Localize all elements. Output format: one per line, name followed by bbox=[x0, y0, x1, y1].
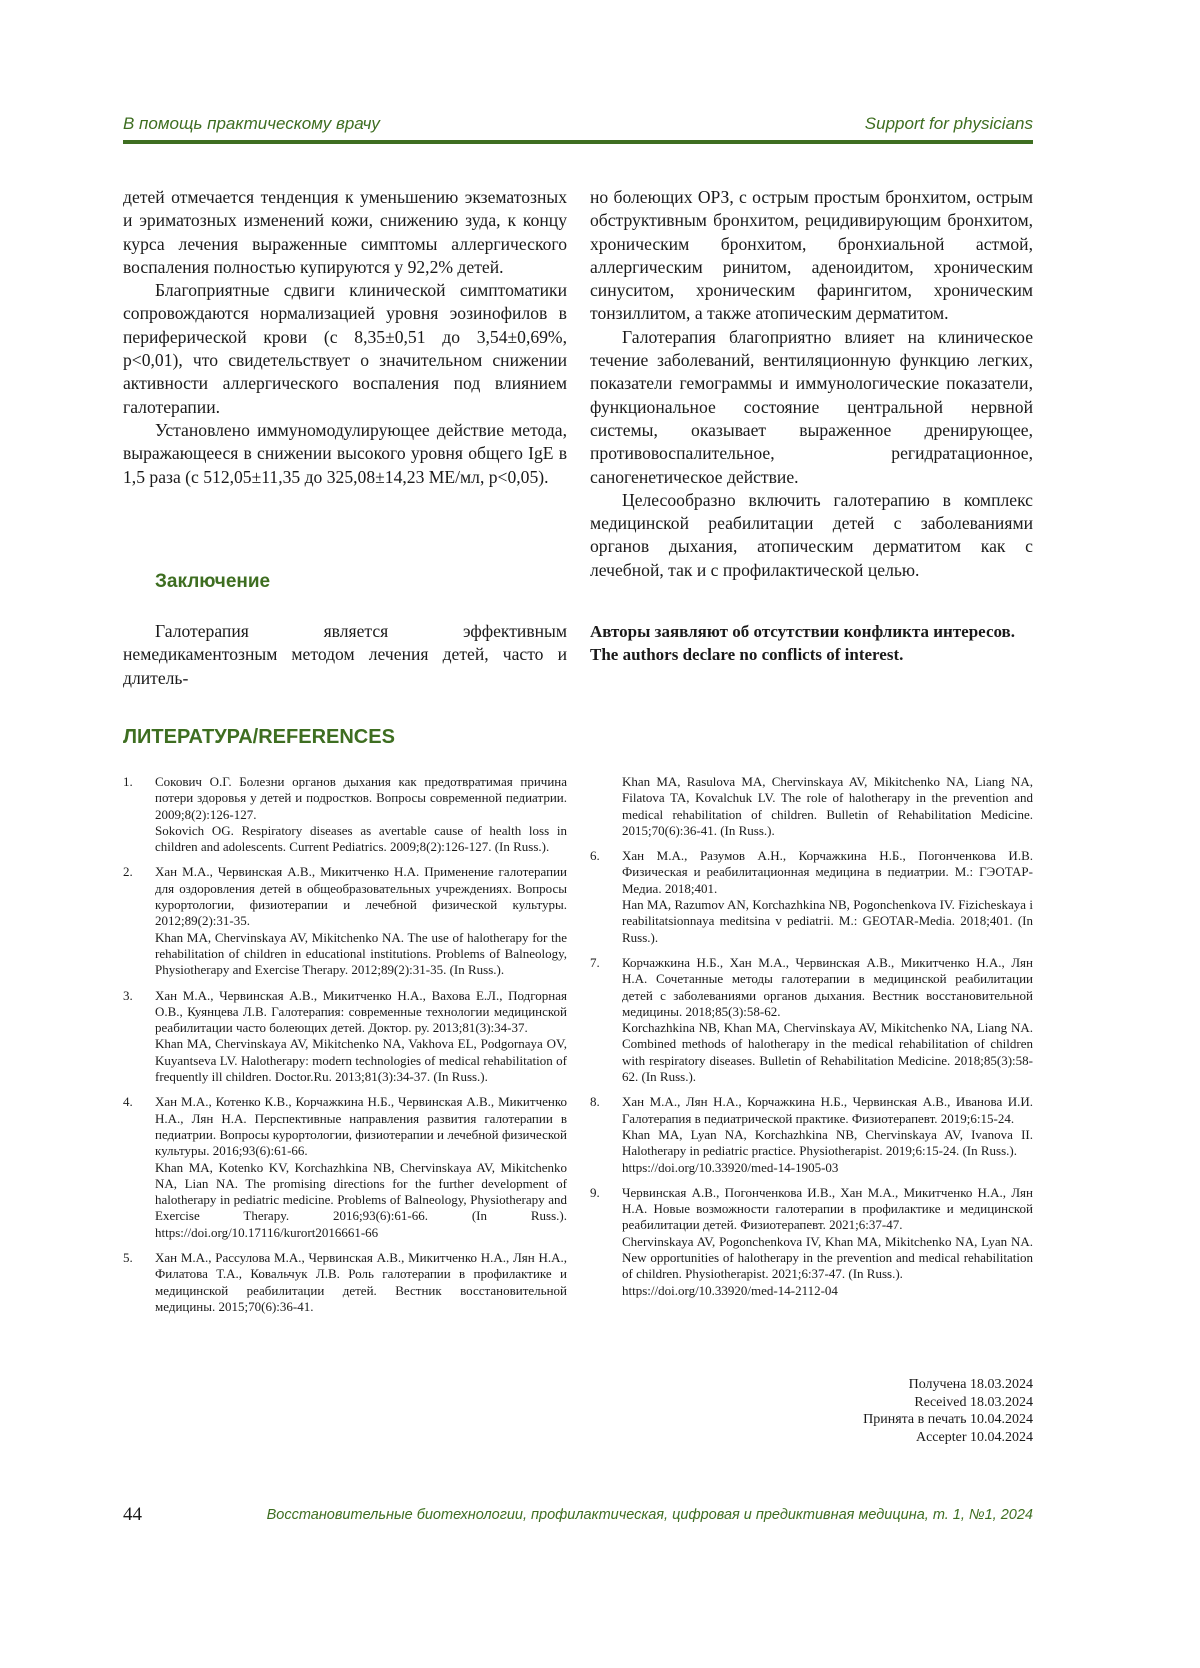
reference-number: 4. bbox=[123, 1094, 133, 1110]
references-column-left bbox=[123, 774, 567, 1324]
reference-item bbox=[590, 848, 1033, 946]
declaration-en: The authors declare no conflicts of interest. bbox=[590, 645, 904, 664]
reference-number: 5. bbox=[123, 1250, 133, 1266]
reference-item bbox=[123, 774, 567, 855]
reference-item bbox=[123, 1250, 567, 1315]
reference-line: Khan MA, Chervinskaya AV, Mikitchenko NA. The use of halotherapy for the rehabilitation of children in educational institutions. Problems of Balneology, Physiotherapy and Exercise Therapy. 2012;89(2):31-35. (In Russ.). bbox=[155, 929, 567, 978]
reference-line: Хан М.А., Червинская А.В., Микитченко Н.А. Применение галотерапии для оздоровления детей в общеобразовательных учреждениях. Вопросы курортологии, физиотерапии и лечебной физической культуры. 2012;89(2):31-35. bbox=[155, 864, 567, 929]
body-paragraph: Целесообразно включить галотерапию в комплекс медицинской реабилитации детей с заболеваниями органов дыхания, атопическим дерматитом как с лечебной, так и с профилактической целью. bbox=[590, 489, 1033, 580]
reference-line: Хан М.А., Рассулова М.А., Червинская А.В., Микитченко Н.А., Лян Н.А., Филатова Т.А., Ковальчук Л.В. Роль галотерапии в профилактике и медицинской реабилитации детей. Вестник восстановительной медицины. 2015;70(6):36-41. bbox=[155, 1250, 567, 1314]
running-header bbox=[123, 110, 1033, 144]
body-paragraph: но болеющих ОРЗ, с острым простым бронхитом, острым обструктивным бронхитом, рецидивирующим бронхитом, хроническим бронхитом, бронхиальной астмой, аллергическим ринитом, аденоидитом, хроническим синуситом, хроническим фарингитом, хроническим тонзиллитом, а также атопическим дерматитом. bbox=[590, 187, 1033, 324]
received-en: Received 18.03.2024 bbox=[914, 1394, 1033, 1410]
conclusion-paragraph: Галотерапия является эффективным немедикаментозным методом лечения детей, часто и длитель- bbox=[123, 621, 567, 688]
reference-line: Sokovich OG. Respiratory diseases as avertable cause of health loss in children and adolescents. Current Pediatrics. 2009;8(2):126-127. (In Russ.). bbox=[155, 822, 567, 855]
reference-item bbox=[123, 988, 567, 1086]
reference-line: Khan MA, Kotenko KV, Korchazhkina NB, Chervinskaya AV, Mikitchenko NA, Lian NA. The promising directions for the further development of halotherapy in pediatric medicine. Problems of Balneology, Physiotherapy and Exercise Therapy. 2016;93(6):61-66. (In Russ.). https://doi.org/10.17116/kurort2016661-66 bbox=[155, 1159, 567, 1240]
body-column-right bbox=[590, 186, 1033, 582]
accepted-en: Accepter 10.04.2024 bbox=[915, 1429, 1033, 1445]
body-paragraph: детей отмечается тенденция к уменьшению экзематозных и эриматозных изменений кожи, снижению зуда, к концу курса лечения выраженные симптомы аллергического воспаления полностью купируются у 92,2% детей. bbox=[123, 187, 567, 277]
reference-doi[interactable]: https://doi.org/10.33920/med-14-1905-03 bbox=[622, 1159, 839, 1175]
references-column-right bbox=[590, 774, 1033, 1308]
reference-doi[interactable]: https://doi.org/10.33920/med-14-2112-04 bbox=[622, 1282, 838, 1298]
reference-number: 6. bbox=[590, 848, 600, 864]
page-number: 44 bbox=[123, 1504, 142, 1525]
reference-line: Сокович О.Г. Болезни органов дыхания как предотвратимая причина потери здоровья у детей и подростков. Вопросы современной педиатрии. 2009;8(2):126-127. bbox=[155, 774, 567, 822]
reference-line: Хан М.А., Червинская А.В., Микитченко Н.А., Вахова Е.Л., Подгорная О.В., Куянцева Л.В. Галотерапия: современные технологии медицинской реабилитации часто болеющих детей. Доктор. ру. 2013;81(3):34-37. bbox=[155, 987, 567, 1036]
reference-number: 1. bbox=[123, 774, 133, 789]
reference-number: 3. bbox=[123, 987, 133, 1003]
reference-line: Khan MA, Rasulova MA, Chervinskaya AV, Mikitchenko NA, Liang NA, Filatova TA, Kovalchuk LV. The role of halotherapy in the prevention and medical rehabilitation of children. Bulletin of Rehabilitation Medicine. 2015;70(6):36-41. (In Russ.). bbox=[622, 774, 1033, 838]
conclusion-column-left bbox=[123, 620, 567, 690]
reference-item bbox=[590, 774, 1033, 839]
reference-item bbox=[590, 955, 1033, 1085]
reference-line: Han MA, Razumov AN, Korchazhkina NB, Pogonchenkova IV. Fizicheskaya i reabilitatsionnaya meditsina v pediatrii. M.: GEOTAR-Media. 2018;401. (In Russ.). bbox=[622, 897, 1033, 945]
body-paragraph: Благоприятные сдвиги клинической симптоматики сопровождаются нормализацией уровня эозинофилов в периферической крови (с 8,35±0,51 до 3,54±0,69%, p<0,01), что свидетельствует о значительном снижении активности аллергического воспаления под влиянием галотерапии. bbox=[123, 280, 567, 417]
header-section-ru: В помощь практическому врачу bbox=[123, 114, 380, 133]
header-section-en: Support for physicians bbox=[864, 114, 1033, 133]
references-heading: ЛИТЕРАТУРА/REFERENCES bbox=[123, 726, 395, 748]
body-column-left bbox=[123, 186, 567, 489]
conclusion-heading: Заключение bbox=[155, 571, 271, 592]
reference-item bbox=[590, 1094, 1033, 1175]
conflict-declaration bbox=[590, 620, 1033, 666]
reference-line: Хан М.А., Лян Н.А., Корчажкина Н.Б., Червинская А.В., Иванова И.И. Галотерапия в педиатрической практике. Физиотерапевт. 2019;6:15-24. bbox=[622, 1094, 1033, 1126]
body-paragraph: Установлено иммуномодулирующее действие метода, выражающееся в снижении высокого уровня общего IgE в 1,5 раза (с 512,05±11,35 до 325,08±14,23 МЕ/мл, p<0,05). bbox=[123, 419, 567, 487]
accepted-ru: Принята в печать 10.04.2024 bbox=[863, 1412, 1033, 1427]
reference-line: Корчажкина Н.Б., Хан М.А., Червинская А.В., Микитченко Н.А., Лян Н.А. Сочетанные методы галотерапии в медицинской реабилитации детей с заболеваниями органов дыхания. Вестник восстановительной медицины. 2018;85(3):58-62. bbox=[622, 954, 1033, 1019]
body-paragraph: Галотерапия благоприятно влияет на клиническое течение заболеваний, вентиляционную функцию легких, показатели гемограммы и иммунологические показатели, функциональное состояние центральной нервной системы, оказывает выраженное дренирующее, противовоспалительное, регидратационное, саногенетическое действие. bbox=[590, 326, 1033, 487]
declaration-ru: Авторы заявляют об отсутствии конфликта интересов. bbox=[590, 622, 1015, 641]
reference-number: 7. bbox=[590, 954, 600, 970]
reference-line: Korchazhkina NB, Khan MA, Chervinskaya AV, Mikitchenko NA, Liang NA. Combined methods of halotherapy in the medical rehabilitation of children with respiratory diseases. Bulletin of Rehabilitation Medicine. 2018;85(3):58-62. (In Russ.). bbox=[622, 1020, 1033, 1085]
reference-line: Хан М.А., Разумов А.Н., Корчажкина Н.Б., Погонченкова И.В. Физическая и реабилитационная медицина в педиатрии. М.: ГЭОТАР-Медиа. 2018;401. bbox=[622, 848, 1033, 896]
reference-line: Khan MA, Chervinskaya AV, Mikitchenko NA, Vakhova EL, Podgornaya OV, Kuyantseva LV. Halotherapy: modern technologies of medical rehabilitation of frequently ill children. Doctor.Ru. 2013;81(3):34-37. (In Russ.). bbox=[155, 1036, 567, 1085]
reference-item bbox=[590, 1185, 1033, 1299]
reference-line: Khan MA, Lyan NA, Korchazhkina NB, Chervinskaya AV, Ivanova II. Halotherapy in pediatric practice. Physiotherapist. 2019;6:15-24. (In Russ.). bbox=[622, 1126, 1033, 1159]
received-ru: Получена 18.03.2024 bbox=[908, 1377, 1033, 1392]
reference-number: 9. bbox=[590, 1184, 600, 1200]
reference-item bbox=[123, 864, 567, 978]
reference-item bbox=[123, 1094, 567, 1241]
reference-line: Червинская А.В., Погонченкова И.В., Хан М.А., Микитченко Н.А., Лян Н.А. Новые возможности галотерапии в профилактике и медицинской реабилитации детей. Физиотерапевт. 2021;6:37-47. bbox=[622, 1184, 1033, 1233]
reference-line: Chervinskaya AV, Pogonchenkova IV, Khan MA, Mikitchenko NA, Lyan NA. New opportunities of halotherapy in the prevention and medical rehabilitation of children. Physiotherapist. 2021;6:37-47. (In Russ.). bbox=[622, 1233, 1033, 1282]
reference-number: 2. bbox=[123, 864, 133, 880]
received-dates bbox=[863, 1376, 1033, 1446]
reference-line: Хан М.А., Котенко К.В., Корчажкина Н.Б., Червинская А.В., Микитченко Н.А., Лян Н.А. Перспективные направления развития галотерапии в педиатрии. Вопросы курортологии, физиотерапии и лечебной физической культуры. 2016;93(6):61-66. bbox=[155, 1094, 567, 1159]
journal-title: Восстановительные биотехнологии, профилактическая, цифровая и предиктивная медицина, т. 1, №1, 2024 bbox=[266, 1507, 1033, 1523]
reference-number: 8. bbox=[590, 1094, 600, 1110]
